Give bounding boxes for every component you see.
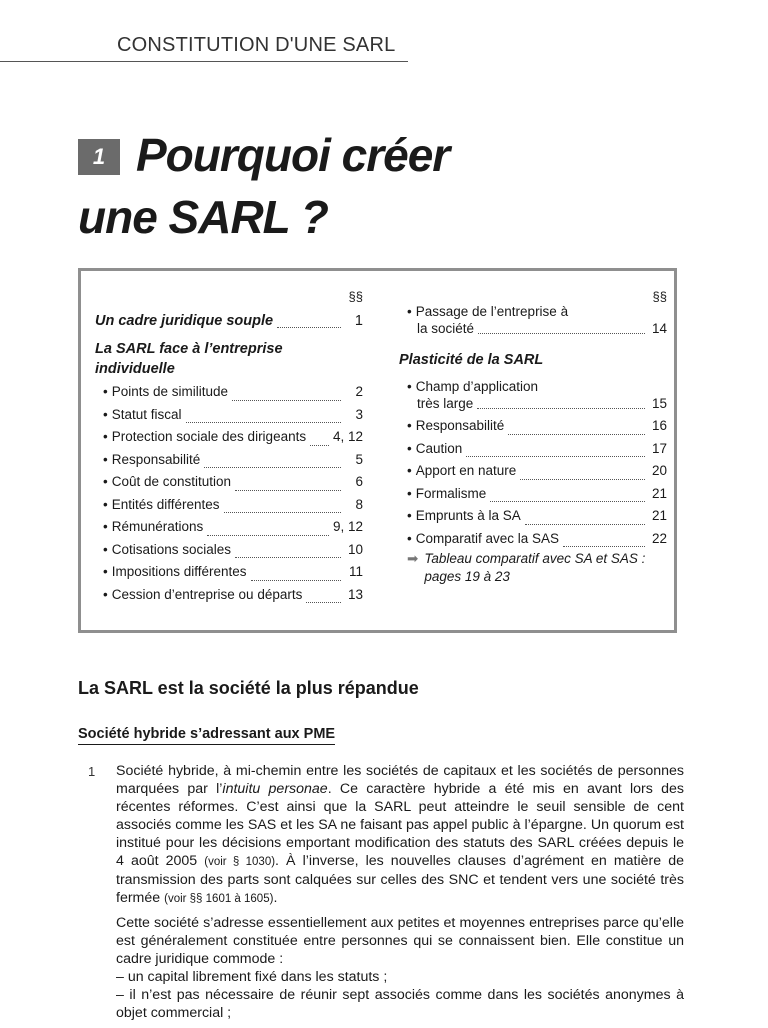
bullet-icon: •	[407, 485, 412, 501]
toc-item-label: • Comparatif avec la SAS	[407, 530, 560, 546]
toc-item-num: 2	[355, 384, 363, 399]
toc-item-num: 4, 12	[332, 429, 363, 444]
toc-leader-dots	[235, 556, 341, 558]
toc-item[interactable]	[95, 494, 363, 517]
toc-item-num: 21	[651, 485, 667, 501]
table-of-contents	[78, 268, 677, 633]
toc-item-num: 11	[348, 564, 363, 579]
bullet-icon: •	[407, 304, 412, 319]
toc-item[interactable]	[95, 404, 363, 427]
toc-leader-dots	[251, 579, 341, 581]
bullet-icon: •	[103, 541, 108, 557]
bullet-icon: •	[103, 384, 108, 399]
toc-leader-dots	[204, 466, 341, 468]
toc-arrow-note-line2: pages 19 à 23	[424, 569, 510, 584]
toc-item-label: Champ d’application	[415, 379, 539, 394]
body-text	[116, 762, 684, 1028]
toc-section-symbol: §§	[348, 289, 363, 304]
toc-item-champ[interactable]	[399, 378, 667, 415]
bullet-icon: •	[407, 463, 412, 478]
toc-item-label: • Points de similitude	[103, 384, 229, 399]
toc-item-label: • Apport en nature	[407, 463, 517, 478]
toc-item-label: • Emprunts à la SA	[407, 508, 521, 523]
toc-left-column	[95, 289, 363, 606]
bullet-icon: •	[103, 564, 108, 579]
toc-item[interactable]	[399, 415, 667, 438]
toc-item[interactable]	[399, 528, 667, 551]
toc-item[interactable]	[399, 460, 667, 483]
toc-item-num: 13	[347, 586, 363, 602]
toc-item-label: • Impositions différentes	[103, 564, 247, 579]
chapter-title-line2: une SARL ?	[78, 191, 328, 243]
toc-arrow-note[interactable]	[399, 550, 667, 586]
toc-leader-dots	[525, 523, 645, 525]
toc-item-label: Passage de l’entreprise à	[415, 304, 569, 319]
toc-item-label-cont: la société	[417, 321, 475, 336]
toc-item[interactable]	[95, 449, 363, 472]
toc-item-num: 16	[651, 418, 667, 433]
toc-item-num: 15	[651, 396, 667, 411]
toc-section-symbol: §§	[652, 289, 667, 304]
toc-item-num: 6	[355, 474, 363, 489]
toc-leader-dots	[310, 444, 329, 446]
toc-item[interactable]	[95, 539, 363, 562]
toc-item-num: 14	[651, 321, 667, 336]
toc-item-num: 10	[347, 541, 363, 557]
toc-item-num: 20	[651, 463, 667, 478]
toc-leader-dots	[477, 407, 645, 409]
toc-leader-dots	[277, 326, 341, 328]
toc-item-label: • Caution	[407, 440, 463, 456]
toc-item-label: • Entités différentes	[103, 496, 220, 512]
toc-heading-entreprise[interactable]: La SARL face à l’entreprise individuelle	[95, 341, 283, 377]
list-item: – un capital librement fixé dans les statuts ;	[116, 969, 388, 985]
toc-item-passage[interactable]	[399, 303, 667, 340]
toc-leader-dots	[508, 433, 645, 435]
toc-item-label: • Cession d’entreprise ou départs	[103, 586, 303, 602]
toc-leader-dots	[490, 500, 645, 502]
bullet-icon: •	[407, 418, 412, 433]
toc-item-num: 21	[651, 508, 667, 523]
toc-item-num: 8	[355, 496, 363, 512]
list-item: – il n’est pas nécessaire de réunir sept associés comme dans les sociétés anonymes à objet commercial ;	[116, 987, 684, 1021]
paragraph-1: Société hybride, à mi-chemin entre les sociétés de capitaux et les sociétés de personnes marquées par l’intuitu personae. Ce caractère hybride a été mis en avant lors des récentes réformes. C’est ainsi que la SARL peut atteindre le seuil sensible de cent associés comme les SAS et les SA ne faisant pas appel public à l’épargne. Un quorum est institué pour les décisions emportant modification des statuts des SARL créées depuis le 4 août 2005 (voir § 1030). À l’inverse, les nouvelles clauses d’agrément en matière de transmission des parts sont calquées sur celles des SNC et tendent vers une société très fermée (voir §§ 1601 à 1605).	[116, 763, 684, 906]
toc-item-label-cont: très large	[417, 396, 474, 411]
header-rule	[0, 61, 408, 62]
toc-item[interactable]	[95, 426, 363, 449]
bullet-icon: •	[407, 440, 412, 456]
toc-item[interactable]	[95, 561, 363, 584]
toc-item[interactable]	[399, 483, 667, 506]
toc-item-num: 22	[651, 530, 667, 546]
toc-right-column	[399, 289, 667, 586]
toc-arrow-note-line1: Tableau comparatif avec SA et SAS :	[424, 551, 646, 566]
bullet-icon: •	[103, 451, 108, 467]
toc-leader-dots	[232, 399, 341, 401]
bullet-icon: •	[103, 474, 108, 489]
toc-item-label: • Responsabilité	[407, 418, 505, 433]
toc-item[interactable]	[95, 584, 363, 607]
section-title: La SARL est la société la plus répandue	[78, 678, 419, 698]
toc-item-label: • Rémunérations	[103, 519, 204, 534]
toc-leader-dots	[520, 478, 645, 480]
toc-leader-dots	[478, 332, 645, 334]
toc-leader-dots	[224, 511, 341, 513]
toc-item-label: • Responsabilité	[103, 451, 201, 467]
toc-leader-dots	[563, 545, 645, 547]
toc-heading-num: 1	[354, 313, 363, 329]
cross-reference[interactable]: (voir § 1030)	[204, 856, 276, 868]
chapter-title	[78, 124, 449, 248]
chapter-title-line1: Pourquoi créer	[136, 129, 450, 181]
toc-item-label: • Coût de constitution	[103, 474, 232, 489]
bullet-icon: •	[103, 429, 108, 444]
toc-item[interactable]	[95, 471, 363, 494]
bullet-icon: •	[103, 496, 108, 512]
chapter-number-badge: 1	[78, 139, 120, 175]
cross-reference[interactable]: (voir §§ 1601 à 1605)	[164, 893, 274, 905]
toc-item[interactable]	[399, 438, 667, 461]
bullet-icon: •	[407, 530, 412, 546]
paragraph-number: 1	[88, 764, 96, 779]
toc-item[interactable]	[95, 516, 363, 539]
toc-item-num: 3	[355, 406, 363, 422]
toc-item-num: 17	[651, 440, 667, 456]
toc-right-items	[399, 415, 667, 550]
bullet-icon: •	[103, 586, 108, 602]
bullet-icon: •	[103, 406, 108, 422]
toc-item-label: • Protection sociale des dirigeants	[103, 429, 307, 444]
toc-leader-dots	[306, 601, 341, 603]
toc-item-num: 9, 12	[332, 519, 363, 534]
bullet-icon: •	[103, 519, 108, 534]
arrow-right-icon: ➡	[407, 551, 419, 566]
toc-leader-dots	[466, 455, 645, 457]
toc-left-items	[95, 381, 363, 606]
toc-item[interactable]	[399, 505, 667, 528]
bullet-icon: •	[407, 508, 412, 523]
toc-leader-dots	[207, 534, 329, 536]
paragraph-2: Cette société s’adresse essentiellement aux petites et moyennes entreprises parce qu’elle est généralement constituée entre personnes qui se connaissent bien. Elle constitue un cadre juridique commode : – un capital librement fixé dans les statuts ; – il n’est pas nécessaire de réunir sept associés comme dans les sociétés anonymes à objet commercial ;	[116, 915, 684, 1021]
subsection-title: Société hybride s’adressant aux PME	[78, 726, 335, 745]
toc-leader-dots	[186, 421, 341, 423]
running-head: CONSTITUTION D'UNE SARL	[117, 34, 396, 56]
toc-item-num: 5	[355, 451, 363, 467]
bullet-icon: •	[407, 379, 412, 394]
toc-heading-plasticite[interactable]: Plasticité de la SARL	[399, 352, 544, 368]
toc-item-label: • Statut fiscal	[103, 406, 182, 422]
toc-item[interactable]	[95, 381, 363, 404]
toc-leader-dots	[235, 489, 341, 491]
toc-item-label: • Cotisations sociales	[103, 541, 232, 557]
toc-heading-label: Un cadre juridique souple	[95, 313, 274, 329]
toc-item-label: • Formalisme	[407, 485, 487, 501]
toc-heading-cadre[interactable]	[95, 311, 363, 331]
